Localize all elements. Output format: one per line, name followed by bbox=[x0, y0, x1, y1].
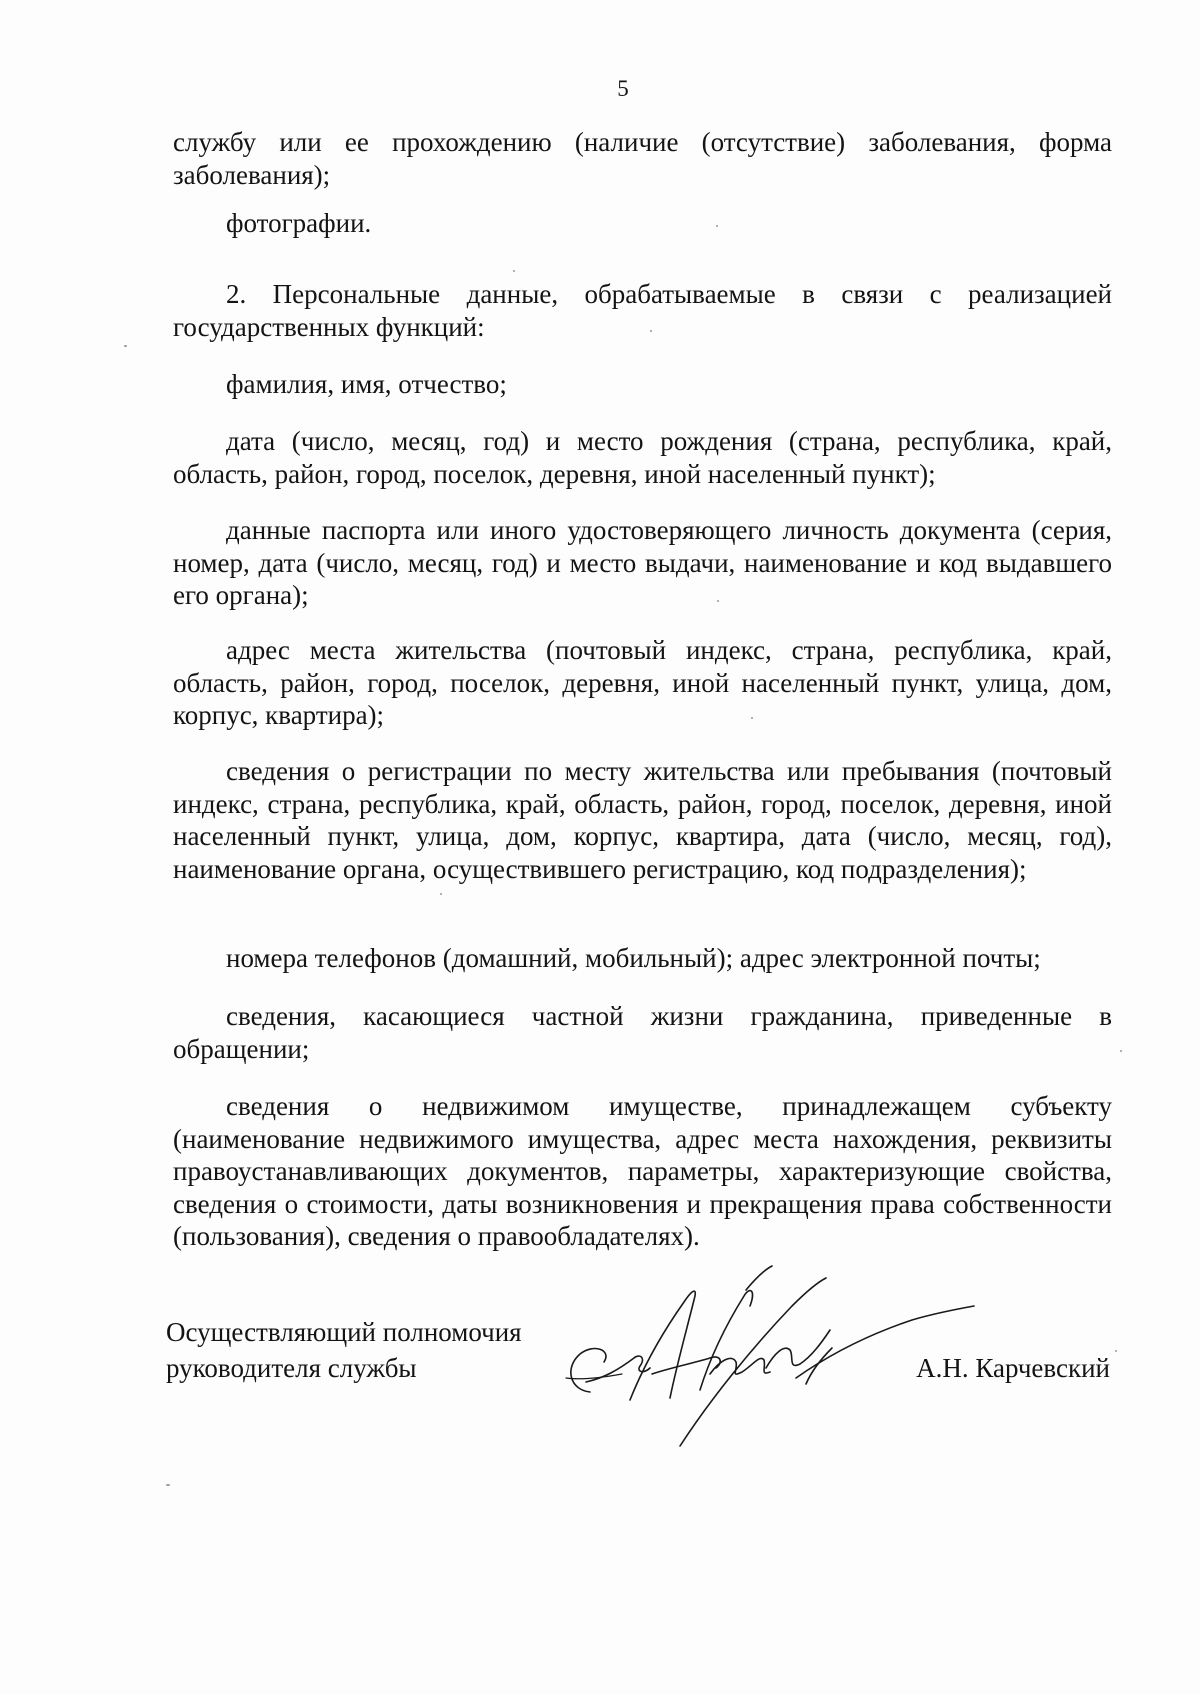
paragraph-passport-data: данные паспорта или иного удостоверяющего личность документа (серия, номер, дата (число, месяц, год) и место выдачи, наименование и код выдавшего его органа); bbox=[173, 515, 1112, 610]
paragraph-full-name: фамилия, имя, отчество; bbox=[226, 369, 507, 399]
signer-title-line-2: руководителя службы bbox=[166, 1353, 417, 1383]
scan-speck bbox=[650, 330, 652, 332]
scan-speck bbox=[751, 717, 753, 719]
scan-speck bbox=[440, 893, 442, 895]
paragraph-phone-email: номера телефонов (домашний, мобильный); адрес электронной почты; bbox=[226, 943, 1041, 973]
paragraph-registration-info: сведения о регистрации по месту жительства или пребывания (почтовый индекс, страна, республика, край, область, район, город, поселок, деревня, иной населенный пункт, улица, дом, корпус, квартира, дата (число, месяц, год), наименование органа, осуществившего регистрацию, код подразделения); bbox=[173, 756, 1112, 884]
scan-speck bbox=[1120, 1050, 1122, 1052]
page-number: 5 bbox=[617, 76, 629, 101]
signer-title-line-1: Осуществляющий полномочия bbox=[166, 1317, 522, 1347]
scan-speck bbox=[716, 225, 718, 227]
signer-name: А.Н. Карчевский bbox=[916, 1353, 1110, 1383]
paragraph-birth-date-place: дата (число, месяц, год) и место рождения (страна, республика, край, область, район, город, поселок, деревня, иной населенный пункт); bbox=[173, 426, 1112, 489]
signature-block bbox=[0, 1310, 1200, 1460]
scan-speck bbox=[166, 1484, 170, 1486]
paragraph-section-2-heading: 2. Персональные данные, обрабатываемые в связи с реализацией государственных функций: bbox=[173, 279, 1112, 342]
scan-speck bbox=[717, 600, 719, 602]
scan-speck bbox=[1115, 1350, 1117, 1352]
paragraph-health-continuation: службу или ее прохождению (наличие (отсутствие) заболевания, форма заболевания); bbox=[173, 127, 1112, 190]
signer-title bbox=[166, 1314, 522, 1386]
paragraph-private-life: сведения, касающиеся частной жизни гражданина, приведенные в обращении; bbox=[173, 1001, 1112, 1064]
scan-speck bbox=[124, 345, 127, 347]
paragraph-real-estate: сведения о недвижимом имуществе, принадлежащем субъекту (наименование недвижимого имущества, адрес места нахождения, реквизиты правоустанавливающих документов, параметры, характеризующие свойства, сведения о стоимости, даты возникновения и прекращения права собственности (пользования), сведения о правообладателях). bbox=[173, 1091, 1112, 1251]
paragraph-photographs: фотографии. bbox=[226, 208, 372, 238]
scan-speck bbox=[513, 270, 515, 272]
paragraph-residence-address: адрес места жительства (почтовый индекс, страна, республика, край, область, район, город, поселок, деревня, иной населенный пункт, улица, дом, корпус, квартира); bbox=[173, 635, 1112, 730]
